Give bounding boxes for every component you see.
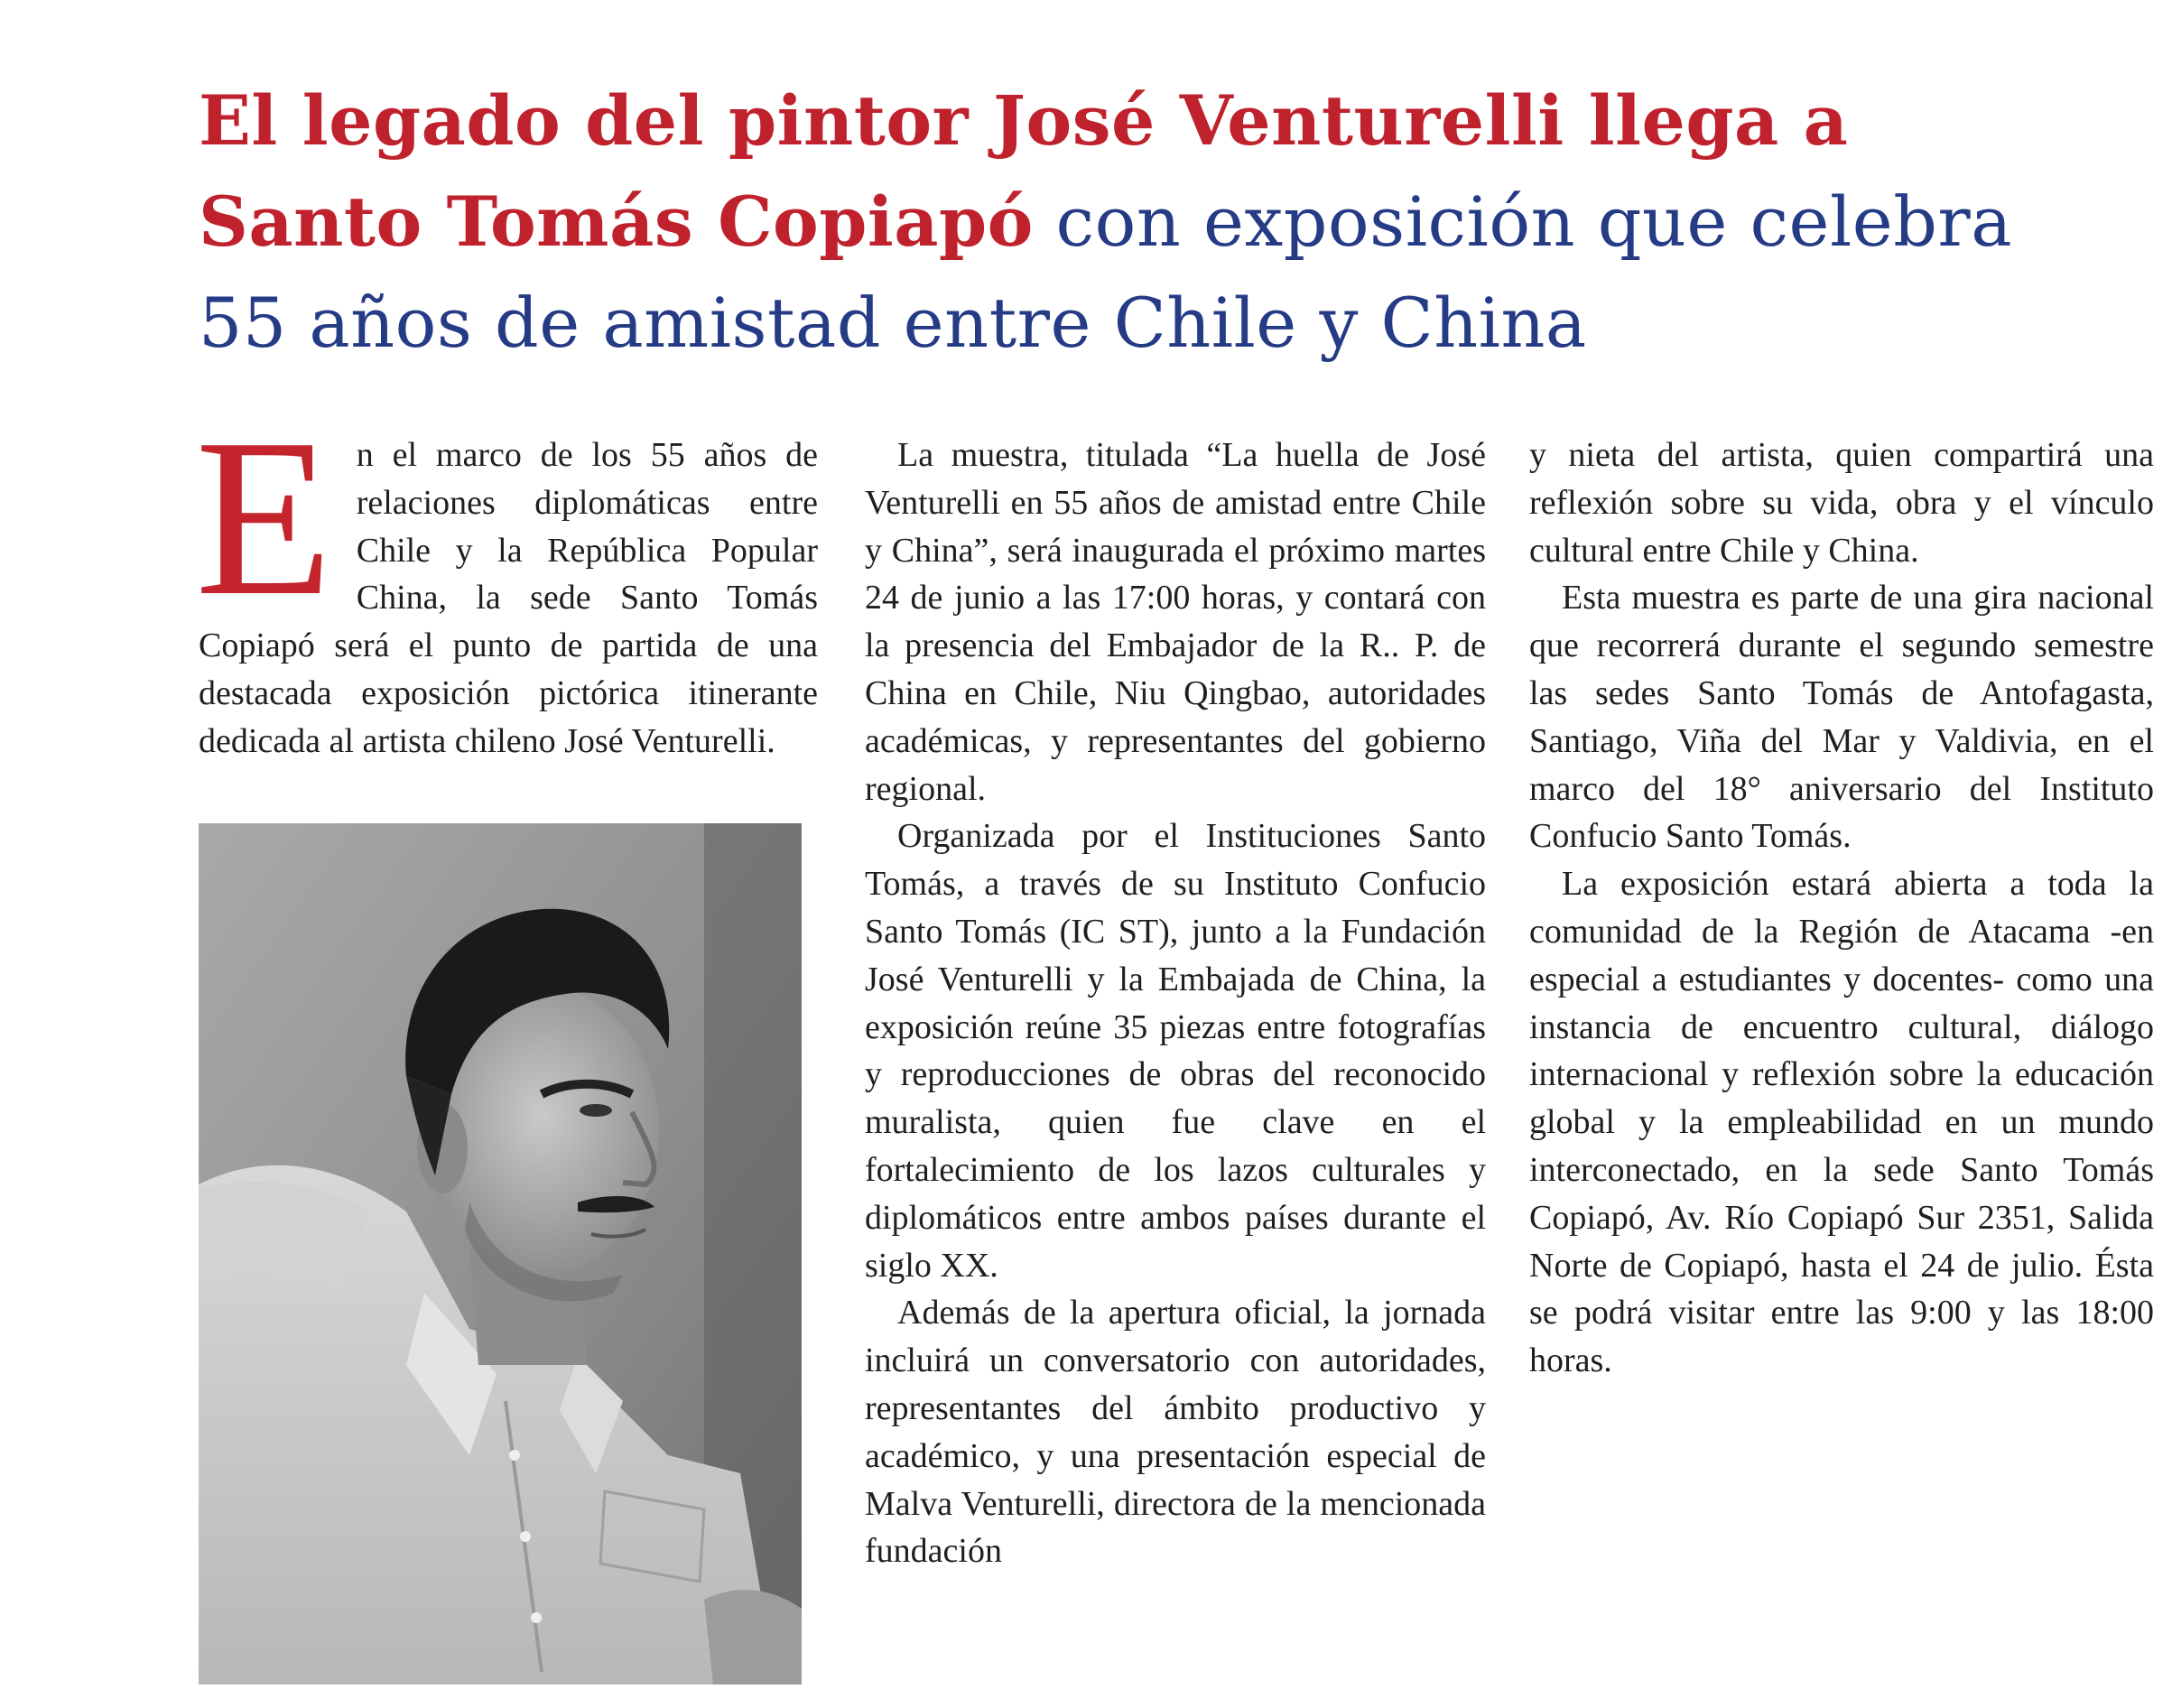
headline-blue-part: con exposición que celebra 55 años de amistad entre Chile y China — [199, 181, 2013, 363]
intro-text: n el marco de los 55 años de relaciones diplomáticas entre Chile y la República Popular China, la sede Santo Tomás Copiapó será el punto de partida de una destacada exposición pictórica itinerante dedicada al artista chileno José Venturelli. — [199, 436, 818, 760]
intro-paragraph — [195, 393, 818, 766]
drop-cap: E — [195, 393, 333, 643]
body-paragraph: Esta muestra es parte de una gira nacional que recorrerá durante el segundo semestre las sedes Santo Tomás de Antofagasta, Santiago, Viña del Mar y Valdivia, en el marco del 18° aniversario del Instituto Confucio Santo Tomás. — [1529, 579, 2154, 856]
body-paragraph: La muestra, titulada “La huella de José Venturelli en 55 años de amistad entre Chile y China”, será inaugurada el próximo martes 24 de junio a las 17:00 horas, y contará con la presencia del Embajador de la R.. P. de China en Chile, Niu Qingbao, autoridades académicas, y representantes del gobierno regional. — [865, 436, 1486, 808]
article-column-2 — [865, 432, 1486, 1575]
portrait-photo-icon — [199, 823, 802, 1685]
article-headline — [199, 70, 2022, 374]
headline-red-part: El legado del pintor José Venturelli llega a Santo Tomás Copiapó — [199, 80, 1849, 262]
body-paragraph: La exposición estará abierta a toda la comunidad de la Región de Atacama -en especial a estudiantes y docentes- como una instancia de encuentro cultural, diálogo internacional y reflexión sobre la educación global y la empleabilidad en un mundo interconectado, en la sede Santo Tomás Copiapó, Av. Río Copiapó Sur 2351, Salida Norte de Copiapó, hasta el 24 de julio. Ésta se podrá visitar entre las 9:00 y las 18:00 horas. — [1529, 865, 2154, 1380]
body-paragraph: Organizada por el Instituciones Santo Tomás, a través de su Instituto Confucio Santo Tomás (IC ST), junto a la Fundación José Venturelli y la Embajada de China, la exposición reúne 35 piezas entre fotografías y reproducciones de obras del reconocido muralista, quien fue clave en el fortalecimiento de los lazos culturales y diplomáticos entre ambos países durante el siglo XX. — [865, 817, 1486, 1285]
body-paragraph: y nieta del artista, quien compartirá una reflexión sobre su vida, obra y el vínculo cultural entre Chile y China. — [1529, 436, 2154, 570]
artist-portrait-photo — [199, 823, 802, 1685]
article-column-1 — [195, 393, 818, 766]
article-column-3 — [1529, 432, 2154, 1385]
body-paragraph: Además de la apertura oficial, la jornada incluirá un conversatorio con autoridades, representantes del ámbito productivo y académico, y una presentación especial de Malva Venturelli, directora de la mencionada fundación — [865, 1294, 1486, 1571]
